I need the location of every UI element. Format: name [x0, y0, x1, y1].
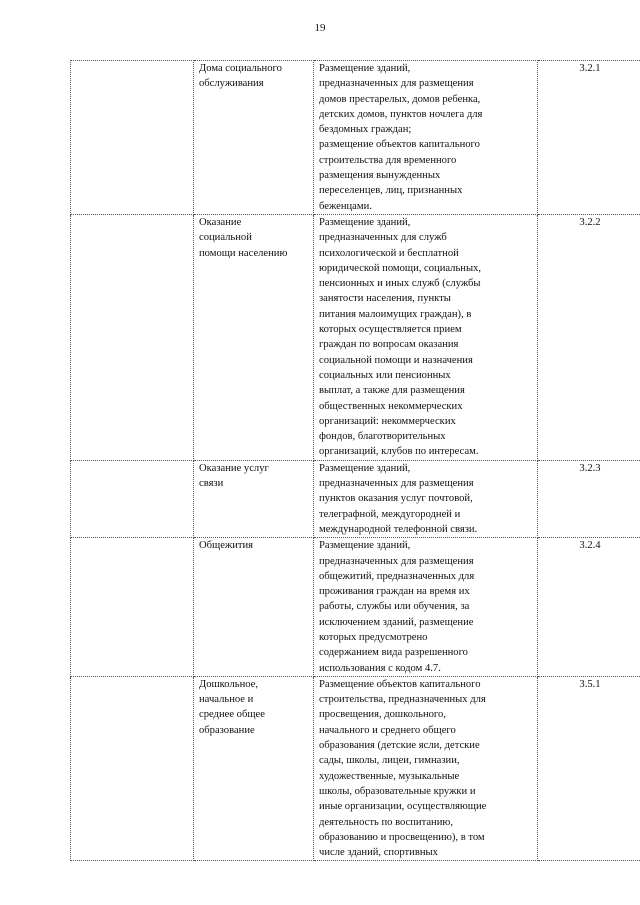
empty-cell	[71, 460, 194, 537]
description-line: пенсионных и иных служб (службы	[319, 278, 481, 290]
use-type-code: 3.2.2	[538, 214, 640, 460]
description-line: содержанием вида разрешенного	[319, 647, 468, 659]
description-line: строительства, предназначенных для	[319, 694, 486, 706]
use-type-description	[314, 460, 538, 537]
description-line: школы, образовательные кружки и	[319, 785, 476, 797]
use-type-name-line: связи	[199, 478, 224, 490]
description-line: беженцами.	[319, 200, 372, 212]
description-line: размещение объектов капитального	[319, 139, 480, 151]
description-line: выплат, а также для размещения	[319, 385, 465, 397]
empty-cell	[71, 61, 194, 215]
use-type-code: 3.5.1	[538, 676, 640, 861]
description-line: исключением зданий, размещение	[319, 616, 474, 628]
description-line: питания малоимущих граждан), в	[319, 308, 472, 320]
page-number: 19	[314, 22, 326, 34]
description-line: образованию и просвещению), в том	[319, 831, 485, 843]
use-type-name-line: социальной	[199, 232, 252, 244]
description-line: которых осуществляется прием	[319, 324, 462, 336]
description-line: числе зданий, спортивных	[319, 847, 438, 859]
use-type-description	[314, 676, 538, 861]
use-type-description	[314, 538, 538, 677]
use-type-name-line: помощи населению	[199, 247, 288, 259]
table-row	[71, 460, 640, 537]
description-line: бездомных граждан;	[319, 124, 412, 136]
description-line: занятости населения, пункты	[319, 293, 451, 305]
description-line: организаций: некоммерческих	[319, 415, 456, 427]
description-line: начального и среднего общего	[319, 724, 456, 736]
table-row	[71, 676, 640, 861]
description-line: фондов, благотворительных	[319, 431, 446, 443]
description-line: Размещение зданий,	[319, 63, 411, 74]
description-line: работы, службы или обучения, за	[319, 601, 470, 613]
use-type-name-line: среднее общее	[199, 709, 265, 721]
use-type-name-line: обслуживания	[199, 78, 264, 90]
description-line: международной телефонной связи.	[319, 523, 478, 535]
table-row	[71, 61, 640, 215]
description-line: социальных или пенсионных	[319, 369, 451, 381]
use-type-code: 3.2.4	[538, 538, 640, 677]
description-line: детских домов, пунктов ночлега для	[319, 108, 483, 120]
table-row	[71, 214, 640, 460]
description-line: граждан по вопросам оказания	[319, 339, 459, 351]
description-line: переселенцев, лиц, признанных	[319, 185, 463, 197]
use-type-name-line: Общежития	[199, 540, 254, 552]
description-line: размещения вынужденных	[319, 170, 441, 182]
use-type-name-line: Оказание услуг	[199, 462, 269, 474]
description-line: общественных некоммерческих	[319, 400, 463, 412]
description-line: предназначенных для размещения	[319, 555, 474, 567]
use-type-code: 3.2.3	[538, 460, 640, 537]
land-use-table	[70, 60, 640, 861]
description-line: иные организации, осуществляющие	[319, 801, 487, 813]
use-type-code: 3.2.1	[538, 61, 640, 215]
description-line: общежитий, предназначенных для	[319, 570, 475, 582]
description-line: Размещение зданий,	[319, 216, 411, 228]
use-type-name	[194, 214, 314, 460]
description-line: художественные, музыкальные	[319, 770, 460, 782]
empty-cell	[71, 676, 194, 861]
description-line: Размещение объектов капитального	[319, 678, 481, 690]
description-line: предназначенных для служб	[319, 232, 447, 244]
use-type-name-line: Дошкольное,	[199, 678, 259, 690]
description-line: строительства для временного	[319, 154, 457, 166]
description-line: организаций, клубов по интересам.	[319, 446, 479, 458]
use-type-name	[194, 538, 314, 677]
description-line: телеграфной, междугородней и	[319, 508, 461, 520]
description-line: домов престарелых, домов ребенка,	[319, 93, 481, 105]
description-line: Размещение зданий,	[319, 462, 411, 474]
description-line: Размещение зданий,	[319, 540, 411, 552]
use-type-name	[194, 61, 314, 215]
use-type-name-line: Дома социального	[199, 63, 282, 74]
description-line: социальной помощи и назначения	[319, 354, 473, 366]
description-line: проживания граждан на время их	[319, 586, 470, 598]
description-line: которых предусмотрено	[319, 631, 428, 643]
table-row	[71, 538, 640, 677]
use-type-name	[194, 676, 314, 861]
description-line: юридической помощи, социальных,	[319, 262, 482, 274]
use-type-description	[314, 61, 538, 215]
description-line: предназначенных для размещения	[319, 78, 474, 90]
use-type-name-line: начальное и	[199, 694, 254, 706]
use-type-name-line: Оказание	[199, 216, 242, 228]
description-line: деятельность по воспитанию,	[319, 816, 453, 828]
description-line: просвещения, дошкольного,	[319, 709, 446, 721]
empty-cell	[71, 538, 194, 677]
description-line: использования с кодом 4.7.	[319, 662, 441, 674]
use-type-name-line: образование	[199, 724, 255, 736]
empty-cell	[71, 214, 194, 460]
use-type-description	[314, 214, 538, 460]
description-line: сады, школы, лицеи, гимназии,	[319, 755, 460, 767]
table-body	[71, 61, 640, 861]
description-line: пунктов оказания услуг почтовой,	[319, 493, 473, 505]
description-line: предназначенных для размещения	[319, 478, 474, 490]
description-line: образования (детские ясли, детские	[319, 740, 480, 752]
description-line: психологической и бесплатной	[319, 247, 459, 259]
use-type-name	[194, 460, 314, 537]
